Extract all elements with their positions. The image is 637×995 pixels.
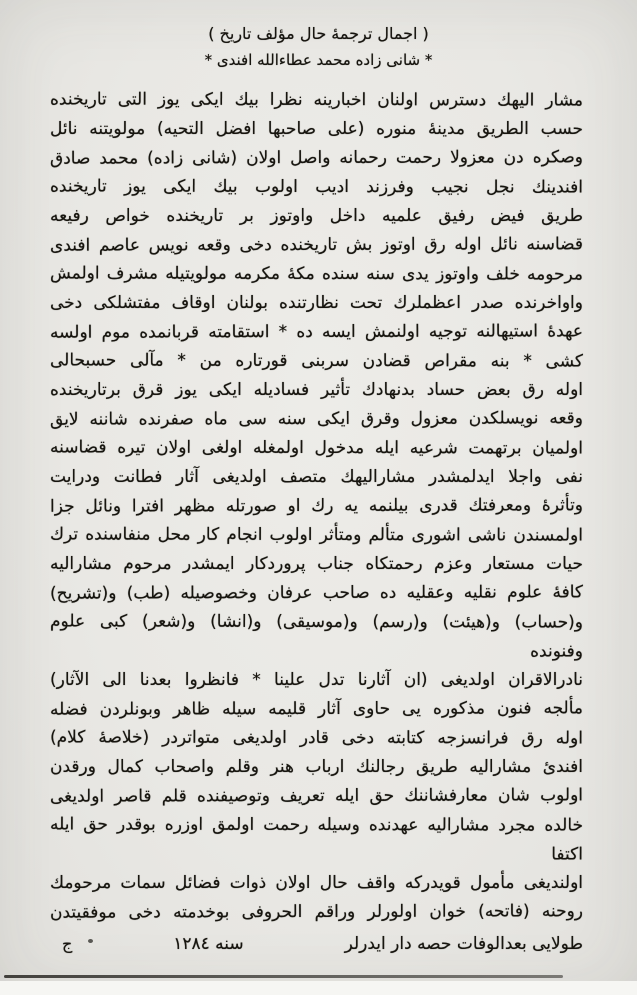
scan-artifact-line [4,975,563,978]
body-text [0,74,637,927]
scan-bottom-strip [0,981,637,995]
text-line: مشار اليهك دسترس اولنان اخبارينه نظرا بيك ايكى يوز التى تاريخنده [49,89,584,111]
footer-line [0,929,637,959]
text-line: و(حساب) و(هيئت) و(رسم) و(موسيقى) و(انشا) و(شعر) كبى علوم وفنونده [50,611,584,662]
text-line: اوله رق فرانسزجه كتابته دخى قادر اولديغى متواتردر (خلاصهٔ كلام) [49,727,584,749]
text-line: كشى * بنه مقراص قضادن سربنى قورتاره من * مآلى حسبحالى [49,350,584,372]
text-line: افندئ مشاراليه طريق رجالنك ارباب هنر وقلم واصحاب كمال ورقدن [50,757,583,777]
ink-speck [88,939,93,943]
text-line: نفى واجلا ايدلمشدر مشاراليهك متصف اولديغى آثار فطانت ودرايت [50,467,583,487]
text-line: اولميان برتهمت شرعيه ايله مدخول اولمغله اولغى اولان تيره قضاسنه [49,437,584,459]
header-author: * شانى زاده محمد عطاءالله افندى * [204,51,433,69]
text-line: اوله رق بعض حساد بدنهادك تأثير فساديله ايكى يوز قرق برتاريخنده [50,380,583,400]
text-line: كافهٔ علوم نقليه وعقليه ده صاحب عرفان وخصوصيله (طب) و(تشريح) [49,582,584,604]
quire-mark: ج [62,934,73,953]
text-line: خالده مجرد مشاراليه عهدنده وسيله رحمت اولمق اوزره بوقدر حق ايله اكتفا [50,814,584,865]
text-line: اولمسندن ناشى اشورى متألم ومتأثر اولوب انجام كار محل منفاسنده ترك [49,524,584,546]
text-line: حسب الطريق مدينهٔ منوره (على صاحبها افضل التحيه) مولويتنه نائل [50,119,583,139]
text-line: واواخرنده صدر اعظملرك تحت نظارتنده بولنان اوقاف مفتشلكى دخى [50,293,583,313]
text-line: وقعه نويسلكدن معزول وقرق ايكى سنه سى ماه صفرنده شاننه لايق [49,408,584,430]
footer-date: سنه ١٢٨٤ [173,934,244,954]
text-line: روحنه (فاتحه) خوان اولورلر وراقم الحروفى بوخدمته دخى موفقيتدن [49,901,584,923]
text-line: افندينك نجل نجيب وفرزند اديب اولوب بيك ايكى يوز تاريخنده [49,176,584,198]
text-line: طريق فيض رفيق علميه داخل واوتوز بر تاريخنده خواص رفيعه [50,206,583,226]
text-line: وتأثرهٔ ومعرفتك قدرى بيلنمه يه رك او صورتله مظهر افترا ونائل جزا [49,495,584,517]
text-line: نادرالاقران اولديغى (ان آثارنا تدل علينا * فانظروا بعدنا الى الآثار) [50,670,583,690]
text-line: عهدهٔ استيهالنه توجيه اولنمش ايسه ده * استقامته قربانمده موم اولسه [49,321,584,343]
footer-closing-text: طولايى بعدالوفات حصه دار ايدرلر [344,934,583,954]
text-line: وصكره دن معزولا رحمت رحمانه واصل اولان (شانى زاده) محمد صادق [49,147,584,169]
page-header [0,0,637,74]
text-line: اولنديغى مأمول قويدركه واقف حال اولان ذوات فضائل سمات مرحومك [50,873,583,893]
text-line: مرحومه خلف واوتوز يدى سنه سنده مكهٔ مكرمه مولويتيله مشرف اولمش [49,263,584,285]
header-title: ( اجمال ترجمهٔ حال مؤلف تاريخ ) [208,24,429,43]
text-line: حيات مستعار وعزم رحمتكاه جناب پروردكار ايمشدر مرحوم مشاراليه [50,554,583,574]
text-line: اولوب شان معارفشاننك حق ايله تعريف وتوصيفنده قلم قاصر اولديغى [49,785,584,807]
text-line: مألجه فنون مذكوره يى حاوى آثار قليمه سيله ظاهر وبونلردن فضله [49,698,584,720]
text-line: قضاسنه نائل اوله رق اوتوز بش تاريخنده دخى وقعه نويس عاصم افندى [49,234,584,256]
